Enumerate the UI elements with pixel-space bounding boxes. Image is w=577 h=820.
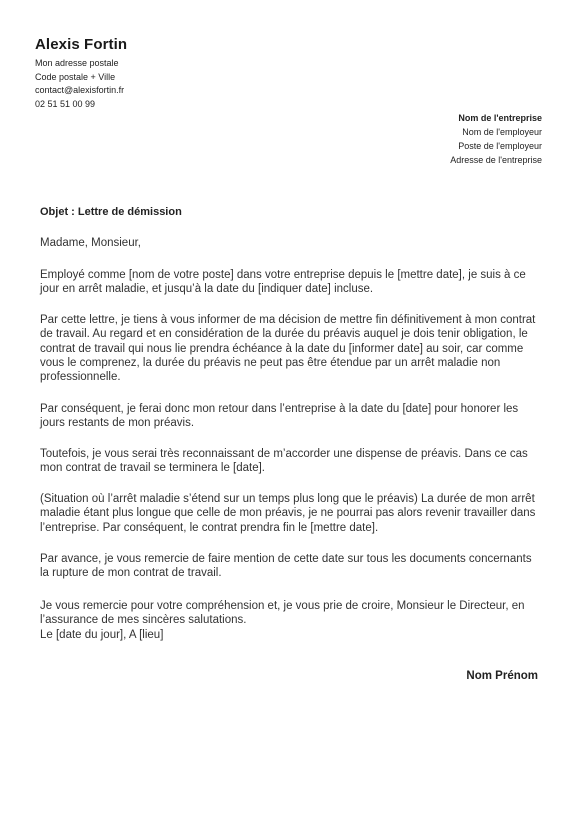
letter-subject: Objet : Lettre de démission bbox=[40, 206, 182, 218]
letter-paragraph-2: Par cette lettre, je tiens à vous informer de ma décision de mettre fin définitivement à mon contrat de travail. Au regard et en considération de la durée du préavis auquel je dois tenir obligation, le contrat de travail qui nous lie prendra échéance à la date du [informer date] au soir, car comme vous le comprenez, la durée du préavis ne peut pas être étendue par un arrêt maladie non professionnelle. bbox=[40, 314, 536, 384]
recipient-block bbox=[450, 111, 542, 167]
sender-postal-city: Code postale + Ville bbox=[35, 71, 116, 82]
letter-closing-block bbox=[40, 599, 540, 642]
letter-closing: Je vous remercie pour votre compréhension et, je vous prie de croire, Monsieur le Directeur, en l’assurance de mes sincères salutations. bbox=[40, 600, 525, 627]
letter-paragraph-4: Toutefois, je vous serai très reconnaissant de m’accorder une dispense de préavis. Dans ce cas mon contrat de travail se terminera le [date]. bbox=[40, 448, 528, 475]
sender-phone: 02 51 51 00 99 bbox=[35, 98, 96, 109]
sender-name: Alexis Fortin bbox=[35, 36, 128, 53]
letter-signature: Nom Prénom bbox=[466, 670, 538, 682]
recipient-employer-name: Nom de l'employeur bbox=[462, 127, 542, 137]
letter-paragraph-3: Par conséquent, je ferai donc mon retour dans l’entreprise à la date du [date] pour honorer les jours restants de mon préavis. bbox=[40, 403, 519, 430]
recipient-company: Nom de l'entreprise bbox=[458, 113, 542, 123]
recipient-company-address: Adresse de l'entreprise bbox=[450, 155, 542, 165]
letter-paragraph-6: Par avance, je vous remercie de faire mention de cette date sur tous les documents concernants la rupture de mon contrat de travail. bbox=[40, 553, 532, 580]
sender-email: contact@alexisfortin.fr bbox=[35, 85, 125, 95]
recipient-employer-position: Poste de l'employeur bbox=[458, 141, 542, 151]
sender-block bbox=[35, 36, 127, 111]
letter-paragraph-5: (Situation où l’arrêt maladie s’étend sur un temps plus long que le préavis) La durée de mon arrêt maladie étant plus longue que celle de mon préavis, je ne pourrai pas alors revenir travailler dans l’entreprise. Par conséquent, le contrat prendra fin le [mettre date]. bbox=[40, 493, 536, 534]
letter-salutation: Madame, Monsieur, bbox=[40, 237, 141, 249]
letter-paragraph-1: Employé comme [nom de votre poste] dans votre entreprise depuis le [mettre date], je suis à ce jour en arrêt maladie, et jusqu’à la date du [indiquer date] incluse. bbox=[40, 269, 526, 296]
letter-date-place: Le [date du jour], A [lieu] bbox=[40, 628, 164, 641]
sender-address: Mon adresse postale bbox=[35, 58, 119, 68]
